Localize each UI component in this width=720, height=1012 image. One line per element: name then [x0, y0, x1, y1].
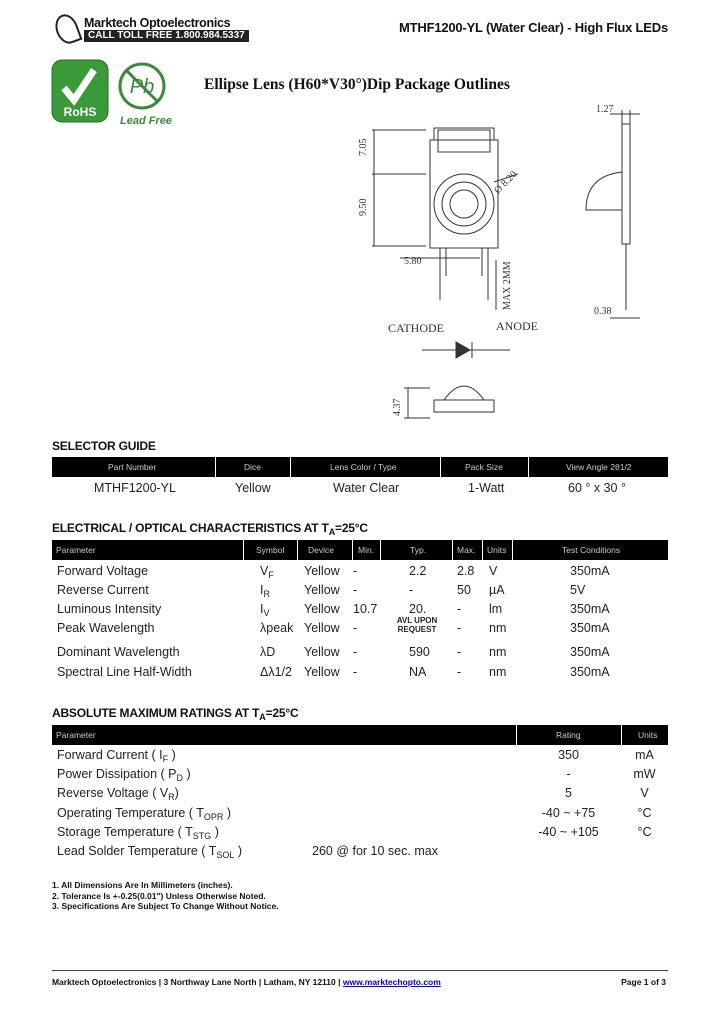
- cell-param: Spectral Line Half-Width: [57, 665, 192, 679]
- col-pack-size: Pack Size: [465, 462, 503, 472]
- selector-guide-title: SELECTOR GUIDE: [52, 439, 156, 453]
- cell-sym: λpeak: [260, 621, 294, 635]
- cell-cond: 350mA: [570, 645, 610, 659]
- dim-705: 7.05: [358, 138, 369, 156]
- note-3: 3. Specifications Are Subject To Change Without Notice.: [52, 901, 279, 911]
- dim-max: MAX 2MM: [502, 261, 513, 310]
- cell-device: Yellow: [304, 602, 340, 616]
- drawing-title: Ellipse Lens (H60*V30°)Dip Package Outlines: [204, 76, 510, 93]
- cell-sym: λD: [260, 645, 276, 659]
- col-dice: Dice: [244, 462, 262, 472]
- cell-param: Forward Current ( $I_F$ ): [57, 748, 176, 764]
- dim-580: 5.80: [404, 256, 422, 267]
- cell-device: Yellow: [304, 645, 340, 659]
- note-1: 1. All Dimensions Are In Millimeters (inches).: [52, 880, 233, 890]
- solder-temp-row: Lead Solder Temperature ( $T_{SOL}$ ): [57, 844, 243, 860]
- dim-038: 0.38: [594, 306, 612, 317]
- cell-device: Yellow: [304, 564, 340, 578]
- cathode-label: CATHODE: [388, 321, 444, 335]
- cell-units: nm: [489, 621, 507, 635]
- cell-typ: -: [409, 583, 414, 597]
- cell-typ: NA: [409, 665, 427, 679]
- note-2: 2. Tolerance Is +-0.25(0.01") Unless Otherwise Noted.: [52, 890, 266, 901]
- cell-cond: 350mA: [570, 621, 610, 635]
- cell-min: -: [353, 645, 358, 659]
- cell-min: -: [353, 665, 358, 679]
- cell-units: °C: [637, 825, 652, 839]
- footer-address: Marktech Optoelectronics | 3 Northway Lane North | Latham, NY 12110 | www.marktechopto.com: [52, 977, 441, 987]
- cell-max: -: [457, 665, 462, 679]
- cell-rating: 5: [565, 786, 572, 800]
- electrical-row: [52, 665, 668, 683]
- cell-param: Peak Wavelength: [57, 621, 155, 635]
- cell-device: Yellow: [304, 621, 340, 635]
- cell-rating: 350: [558, 748, 579, 762]
- cell-max: -: [457, 645, 462, 659]
- cell-typ: 590: [409, 645, 430, 659]
- rohs-badge-icon: [52, 60, 108, 122]
- solder-temp-value: 260 @ for 10 sec. max: [312, 844, 438, 858]
- col-view-angle: View Angle 2θ1/2: [566, 462, 632, 472]
- lead-free-badge-icon: [120, 64, 172, 127]
- absolute-row: [52, 825, 668, 843]
- selector-header-row: [52, 457, 668, 477]
- absolute-row: [52, 748, 668, 766]
- cell-min: -: [353, 564, 358, 578]
- cell-typ: 2.2: [409, 564, 427, 578]
- website-link[interactable]: www.marktechopto.com: [342, 977, 441, 987]
- cell-units: nm: [489, 645, 507, 659]
- dim-950: 9.50: [358, 198, 369, 216]
- absolute-ratings-title: ABSOLUTE MAXIMUM RATINGS AT $T_A=25^\circ C$: [52, 706, 299, 722]
- cell-units: V: [640, 786, 649, 800]
- electrical-title: ELECTRICAL / OPTICAL CHARACTERISTICS AT $T_A=25^\circ C$: [52, 521, 368, 537]
- cell-units: °C: [637, 806, 652, 820]
- cell-param: Operating Temperature ( $T_{OPR}$ ): [57, 806, 231, 822]
- electrical-row: [52, 583, 668, 601]
- cell-rating: -40 ~ +75: [541, 806, 596, 820]
- cell-units: V: [489, 564, 498, 578]
- cell-cond: 5V: [570, 583, 586, 597]
- col-part-number: Part Number: [108, 462, 157, 472]
- cell-rating: -40 ~ +105: [538, 825, 599, 839]
- cell-param: Storage Temperature ( $T_{STG}$ ): [57, 825, 219, 841]
- company-logo-icon: [52, 11, 83, 47]
- page-number: Page 1 of 3: [621, 977, 666, 987]
- cell-units: µA: [489, 583, 505, 597]
- col-lens-color: Lens Color / Type: [330, 462, 397, 472]
- footer-divider: [52, 970, 668, 971]
- electrical-header-row: Parameter Symbol Device Min. Typ. Max. Units Test Conditions: [52, 540, 668, 560]
- absolute-row: [52, 806, 668, 824]
- toll-free-number: CALL TOLL FREE 1.800.984.5337: [84, 30, 249, 42]
- cell-units: mA: [635, 748, 654, 762]
- electrical-row: [52, 616, 668, 639]
- svg-text:RoHS: RoHS: [63, 105, 97, 119]
- cell-units: lm: [489, 602, 503, 616]
- cell-device: Yellow: [304, 583, 340, 597]
- absolute-row: [52, 786, 668, 804]
- cell-param: Luminous Intensity: [57, 602, 162, 616]
- electrical-row: [52, 602, 668, 620]
- dim-437: 4.37: [392, 398, 403, 416]
- cell-cond: 350mA: [570, 602, 610, 616]
- cell-min: -: [353, 583, 358, 597]
- cell-sym: $I_R$: [260, 583, 270, 599]
- cell-max: -: [457, 602, 462, 616]
- document-title: MTHF1200-YL (Water Clear) - High Flux LEDs: [399, 20, 668, 35]
- cell-param: Forward Voltage: [57, 564, 149, 578]
- electrical-row: [52, 645, 668, 663]
- compliance-badges: [50, 58, 180, 128]
- electrical-row: [52, 564, 668, 582]
- anode-label: ANODE: [496, 319, 538, 333]
- cell-typ: AVL UPON REQUEST: [396, 616, 438, 634]
- package-outline-drawing: [360, 100, 660, 430]
- cell-cond: 350mA: [570, 665, 610, 679]
- selector-row: MTHF1200-YL Yellow Water Clear 1-Watt 60 ° x 30 °: [94, 481, 626, 495]
- cell-cond: 350mA: [570, 564, 610, 578]
- cell-sym: Δλ1/2: [260, 665, 292, 679]
- dim-820: Ø 8.20: [492, 169, 520, 197]
- absolute-row: [52, 767, 668, 785]
- cell-min: 10.7: [353, 602, 378, 616]
- dim-127: 1.27: [596, 104, 614, 115]
- cell-max: 2.8: [457, 564, 475, 578]
- svg-text:Pb: Pb: [129, 76, 155, 98]
- cell-max: 50: [457, 583, 471, 597]
- svg-text:Lead Free: Lead Free: [120, 115, 172, 127]
- cell-param: Power Dissipation ( $P_D$ ): [57, 767, 191, 783]
- cell-units: mW: [633, 767, 656, 781]
- cell-min: -: [353, 621, 358, 635]
- cell-sym: $V_F$: [260, 564, 274, 580]
- cell-param: Dominant Wavelength: [57, 645, 180, 659]
- notes: [52, 880, 279, 912]
- cell-max: -: [457, 621, 462, 635]
- cell-param: Reverse Current: [57, 583, 149, 597]
- cell-param: Reverse Voltage ( $V_R$): [57, 786, 179, 802]
- cell-typ: 20.: [409, 602, 427, 616]
- cell-sym: $I_V$: [260, 602, 270, 618]
- cell-rating: -: [566, 767, 571, 781]
- cell-device: Yellow: [304, 665, 340, 679]
- company-name: Marktech Optoelectronics: [84, 16, 231, 30]
- cell-units: nm: [489, 665, 507, 679]
- absolute-header-row: Parameter Rating Units: [52, 725, 668, 745]
